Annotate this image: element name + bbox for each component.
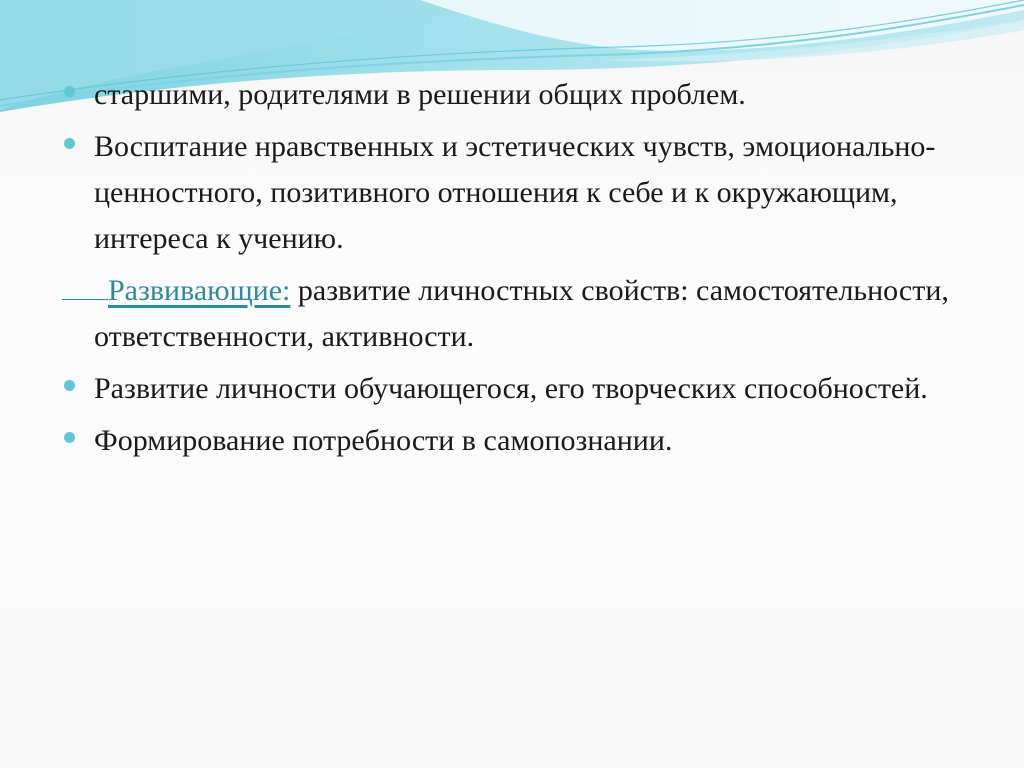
list-item-developmental [62,268,962,360]
bullet-dot-icon [64,138,75,149]
bullet-dot-icon [64,380,75,391]
list-item-text: Воспитание нравственных и эстетических чувств, эмоционально-ценностного, позитивного отношения к себе и к окружающим, интереса к учению. [94,130,936,255]
developmental-heading: Развивающие: [108,274,291,307]
list-item-text: Формирование потребности в самопознании. [94,424,673,457]
underline-lead [62,271,108,300]
bullet-dot-icon [64,432,75,443]
list-item [62,72,962,118]
list-item-text: Развитие личности обучающегося, его творческих способностей. [94,372,928,405]
slide-content [62,72,962,470]
list-item-text: старшими, родителями в решении общих проблем. [94,78,746,111]
list-item [62,366,962,412]
list-item-text: развитие личностных свойств: самостоятельности, ответственности, активности. [94,274,949,353]
bullet-dot-icon [64,86,75,97]
list-item [62,124,962,262]
list-item [62,418,962,464]
